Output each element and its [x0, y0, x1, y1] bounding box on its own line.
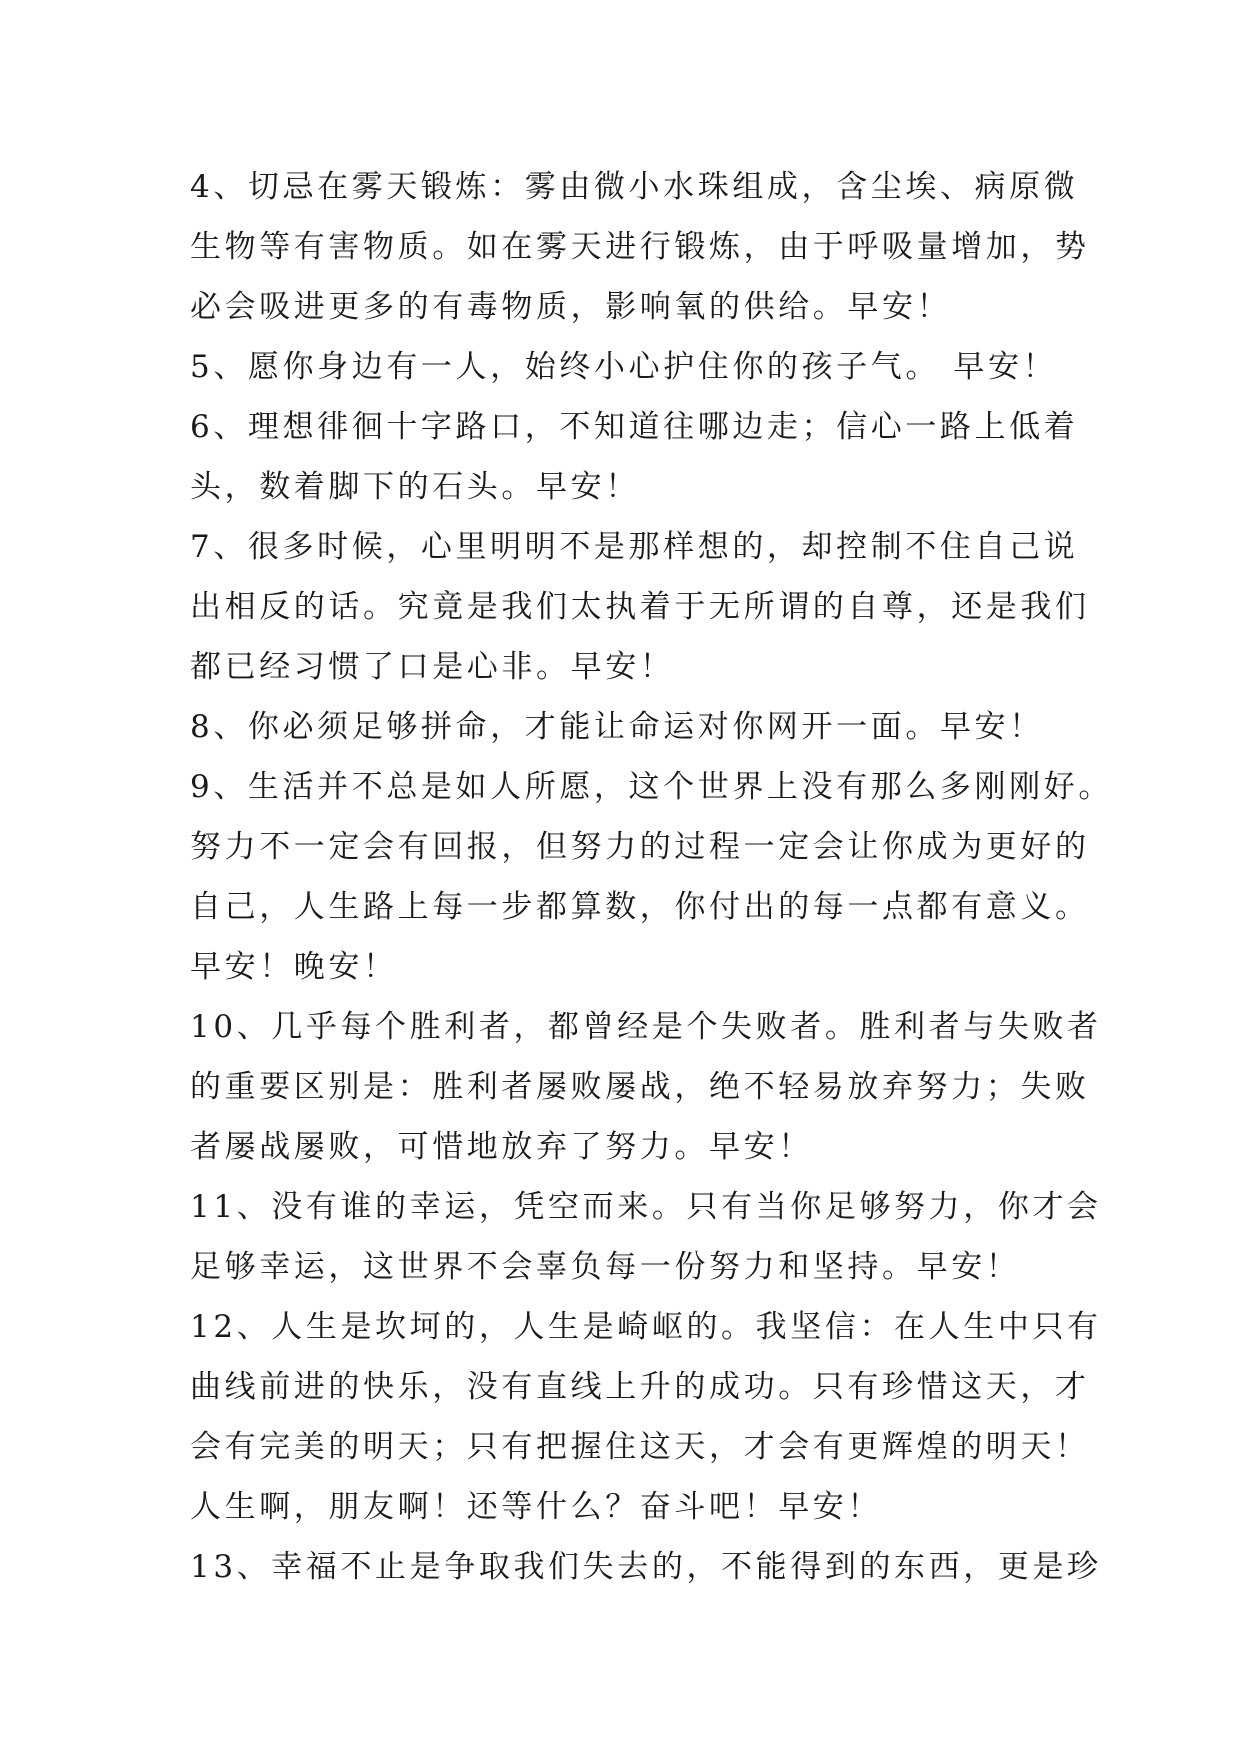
- text-line: 曲线前进的快乐，没有直线上升的成功。只有珍惜这天，才: [190, 1369, 1090, 1405]
- text-line: 必会吸进更多的有毒物质，影响氧的供给。早安！: [190, 289, 952, 325]
- text-line: 会有完美的明天；只有把握住这天，才会有更辉煌的明天！: [190, 1429, 1090, 1465]
- text-line: 10、几乎每个胜利者，都曾经是个失败者。胜利者与失败者: [190, 1009, 1102, 1045]
- text-line: 者屡战屡败，可惜地放弃了努力。早安！: [190, 1129, 813, 1165]
- text-line: 足够幸运，这世界不会辜负每一份努力和坚持。早安！: [190, 1249, 1021, 1285]
- text-line: 的重要区别是：胜利者屡败屡战，绝不轻易放弃努力；失败: [190, 1069, 1090, 1105]
- text-line: 6、理想徘徊十字路口，不知道往哪边走；信心一路上低着: [190, 409, 1079, 445]
- text-line: 出相反的话。究竟是我们太执着于无所谓的自尊，还是我们: [190, 589, 1090, 625]
- text-line: 13、幸福不止是争取我们失去的，不能得到的东西，更是珍: [190, 1549, 1102, 1585]
- text-line: 早安！晚安！: [190, 949, 398, 985]
- text-line: 生物等有害物质。如在雾天进行锻炼，由于呼吸量增加，势: [190, 229, 1090, 265]
- text-line: 都已经习惯了口是心非。早安！: [190, 649, 675, 685]
- text-line: 5、愿你身边有一人，始终小心护住你的孩子气。 早安！: [190, 349, 1058, 385]
- text-line: 头，数着脚下的石头。早安！: [190, 469, 640, 505]
- text-line: 自己，人生路上每一步都算数，你付出的每一点都有意义。: [190, 889, 1090, 925]
- text-line: 8、你必须足够拼命，才能让命运对你网开一面。早安！: [190, 709, 1044, 745]
- text-line: 努力不一定会有回报，但努力的过程一定会让你成为更好的: [190, 829, 1090, 865]
- text-line: 人生啊，朋友啊！还等什么？奋斗吧！早安！: [190, 1489, 882, 1525]
- text-line: 11、没有谁的幸运，凭空而来。只有当你足够努力，你才会: [190, 1189, 1102, 1225]
- body-text: [190, 157, 1113, 1597]
- text-line: 7、很多时候，心里明明不是那样想的，却控制不住自己说: [190, 529, 1079, 565]
- text-line: 9、生活并不总是如人所愿，这个世界上没有那么多刚刚好。: [190, 769, 1113, 805]
- text-line: 12、人生是坎坷的，人生是崎岖的。我坚信：在人生中只有: [190, 1309, 1102, 1345]
- text-line: 4、切忌在雾天锻炼：雾由微小水珠组成，含尘埃、病原微: [190, 169, 1079, 205]
